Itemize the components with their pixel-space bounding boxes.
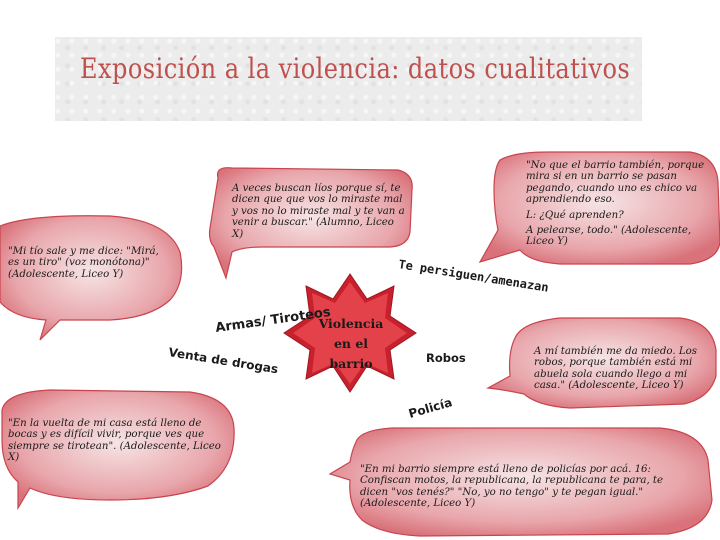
- quote-no-que-p2: L: ¿Qué aprenden?: [526, 209, 624, 221]
- theme-armas: Armas/ Tiroteos: [214, 304, 332, 336]
- center-label-line1: Violencia: [318, 316, 384, 331]
- theme-policia: Policía: [406, 395, 454, 421]
- quote-policias: "En mi barrio siempre está lleno de policías por acá. 16: Confiscan motos, la republicana, la republicana te para, te dicen "vos tenés?" "No, yo no tengo" y te pegan igual." (Adolescente, Liceo Y): [360, 464, 664, 510]
- center-label: [312, 314, 390, 374]
- quote-miedo: A mí también me da miedo. Los robos, porque también está mi abuela sola cuando llego a mi casa." (Adolescente, Liceo Y): [534, 346, 697, 392]
- theme-te-persiguen: Te persiguen/amenazan: [397, 257, 550, 295]
- quote-no-que-p1: "No que el barrio también, porque mira si en un barrio se pasan pegando, cuando uno es chico va aprendiendo eso.: [526, 160, 705, 206]
- theme-robos: Robos: [426, 351, 466, 365]
- quote-tio: "Mi tío sale y me dice: "Mirá, es un tiro" (voz monótona)" (Adolescente, Liceo Y): [8, 246, 159, 280]
- center-label-line3: barrio: [329, 356, 373, 371]
- quote-no-que-p3: A pelearse, todo." (Adolescente, Liceo Y): [526, 225, 692, 248]
- slide-title: Exposición a la violencia: datos cualitativos: [80, 52, 631, 85]
- quote-no-que: [526, 160, 716, 248]
- quote-a-veces: A veces buscan líos porque sí, te dicen que que vos lo miraste mal y vos no lo miraste mal y te van a venir a buscar." (Alumno, Liceo X): [232, 183, 405, 240]
- quote-vuelta: "En la vuelta de mi casa está lleno de bocas y es difícil vivir, porque ves que siempre se tirotean". (Adolescente, Liceo X): [8, 418, 221, 464]
- theme-venta-drogas: Venta de drogas: [167, 345, 280, 377]
- center-label-line2: en el: [333, 336, 369, 351]
